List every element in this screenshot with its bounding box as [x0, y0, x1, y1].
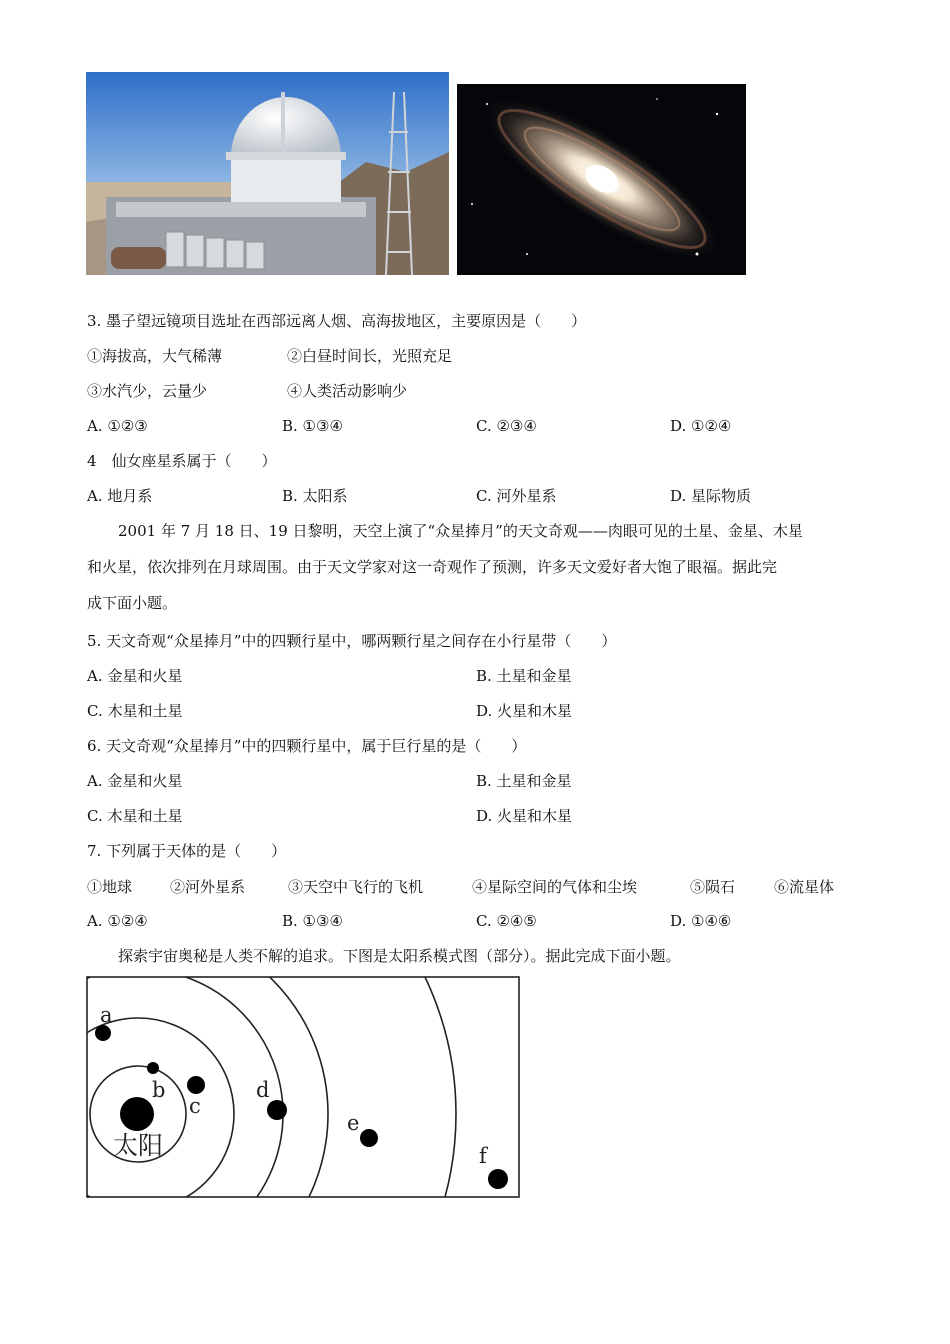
sun-label: 太阳 [113, 1131, 164, 1160]
q7-item-6: ⑥流星体 [774, 878, 835, 896]
orbit-e [86, 976, 456, 1198]
q7-item-2: ②河外星系 [170, 878, 246, 896]
q3-item-3: ③水汽少，云量少 [87, 382, 208, 400]
q7-item-4: ④星际空间的气体和尘埃 [472, 878, 638, 896]
planet-e [360, 1129, 378, 1147]
q5-option-a: A. 金星和火星 [87, 667, 183, 685]
q6-option-b: B. 土星和金星 [476, 772, 572, 790]
q6-option-d: D. 火星和木星 [476, 807, 573, 825]
planet-c [187, 1076, 205, 1094]
passage1-line2: 和火星，依次排列在月球周围。由于天文学家对这一奇观作了预测，许多天文爱好者大饱了眼福。据此完 [87, 558, 778, 576]
sun [120, 1097, 154, 1131]
passage1-line1: 2001 年 7 月 18 日、19 日黎明，天空上演了“众星捧月”的天文奇观——肉眼可见的土星、金星、木星 [118, 522, 803, 540]
q3-item-1: ①海拔高，大气稀薄 [87, 347, 223, 365]
q7-option-d: D. ①④⑥ [670, 912, 732, 930]
passage2: 探索宇宙奥秘是人类不解的追求。下图是太阳系模式图（部分）。据此完成下面小题。 [118, 947, 681, 965]
q7-option-a: A. ①②④ [87, 912, 148, 930]
q5-option-c: C. 木星和土星 [87, 702, 183, 720]
galaxy-photo [457, 84, 746, 275]
solar-system-diagram [86, 976, 520, 1198]
planet-d [267, 1100, 287, 1120]
orbit-a [86, 976, 283, 1198]
label-b: b [152, 1078, 166, 1102]
q7-item-1: ①地球 [87, 878, 133, 896]
q3-stem: 3. 墨子望远镜项目选址在西部远离人烟、高海拔地区，主要原因是（ ） [87, 312, 587, 330]
label-c: c [189, 1094, 201, 1118]
q7-item-3: ③天空中飞行的飞机 [288, 878, 424, 896]
orbit-c [86, 1018, 234, 1198]
q4-option-b: B. 太阳系 [282, 487, 348, 505]
q4-option-a: A. 地月系 [87, 487, 153, 505]
galaxy-illustration [457, 84, 746, 275]
q6-option-c: C. 木星和土星 [87, 807, 183, 825]
planet-f [488, 1169, 508, 1189]
q7-stem: 7. 下列属于天体的是（ ） [87, 842, 287, 860]
q3-option-c: C. ②③④ [476, 417, 537, 435]
q3-item-4: ④人类活动影响少 [287, 382, 408, 400]
label-a: a [100, 1003, 113, 1027]
q7-item-5: ⑤陨石 [690, 878, 736, 896]
orbit-d [86, 976, 328, 1198]
q5-option-b: B. 土星和金星 [476, 667, 572, 685]
q4-option-c: C. 河外星系 [476, 487, 557, 505]
q3-option-b: B. ①③④ [282, 417, 343, 435]
q4-option-d: D. 星际物质 [670, 487, 752, 505]
label-e: e [347, 1111, 360, 1135]
telescope-illustration [86, 72, 449, 275]
q6-option-a: A. 金星和火星 [87, 772, 183, 790]
q3-option-d: D. ①②④ [670, 417, 732, 435]
q5-stem: 5. 天文奇观“众星捧月”中的四颗行星中，哪两颗行星之间存在小行星带（ ） [87, 632, 617, 650]
q7-option-c: C. ②④⑤ [476, 912, 537, 930]
q6-stem: 6. 天文奇观“众星捧月”中的四颗行星中，属于巨行星的是（ ） [87, 737, 527, 755]
planet-a [95, 1025, 111, 1041]
q7-option-b: B. ①③④ [282, 912, 343, 930]
q4-stem: 4 仙女座星系属于（ ） [87, 452, 277, 470]
label-d: d [256, 1078, 270, 1102]
label-f: f [479, 1144, 487, 1168]
q3-option-a: A. ①②③ [87, 417, 148, 435]
planet-b [147, 1062, 159, 1074]
passage1-line3: 成下面小题。 [87, 594, 178, 612]
q5-option-d: D. 火星和木星 [476, 702, 573, 720]
q3-item-2: ②白昼时间长，光照充足 [287, 347, 453, 365]
telescope-photo [86, 72, 449, 275]
